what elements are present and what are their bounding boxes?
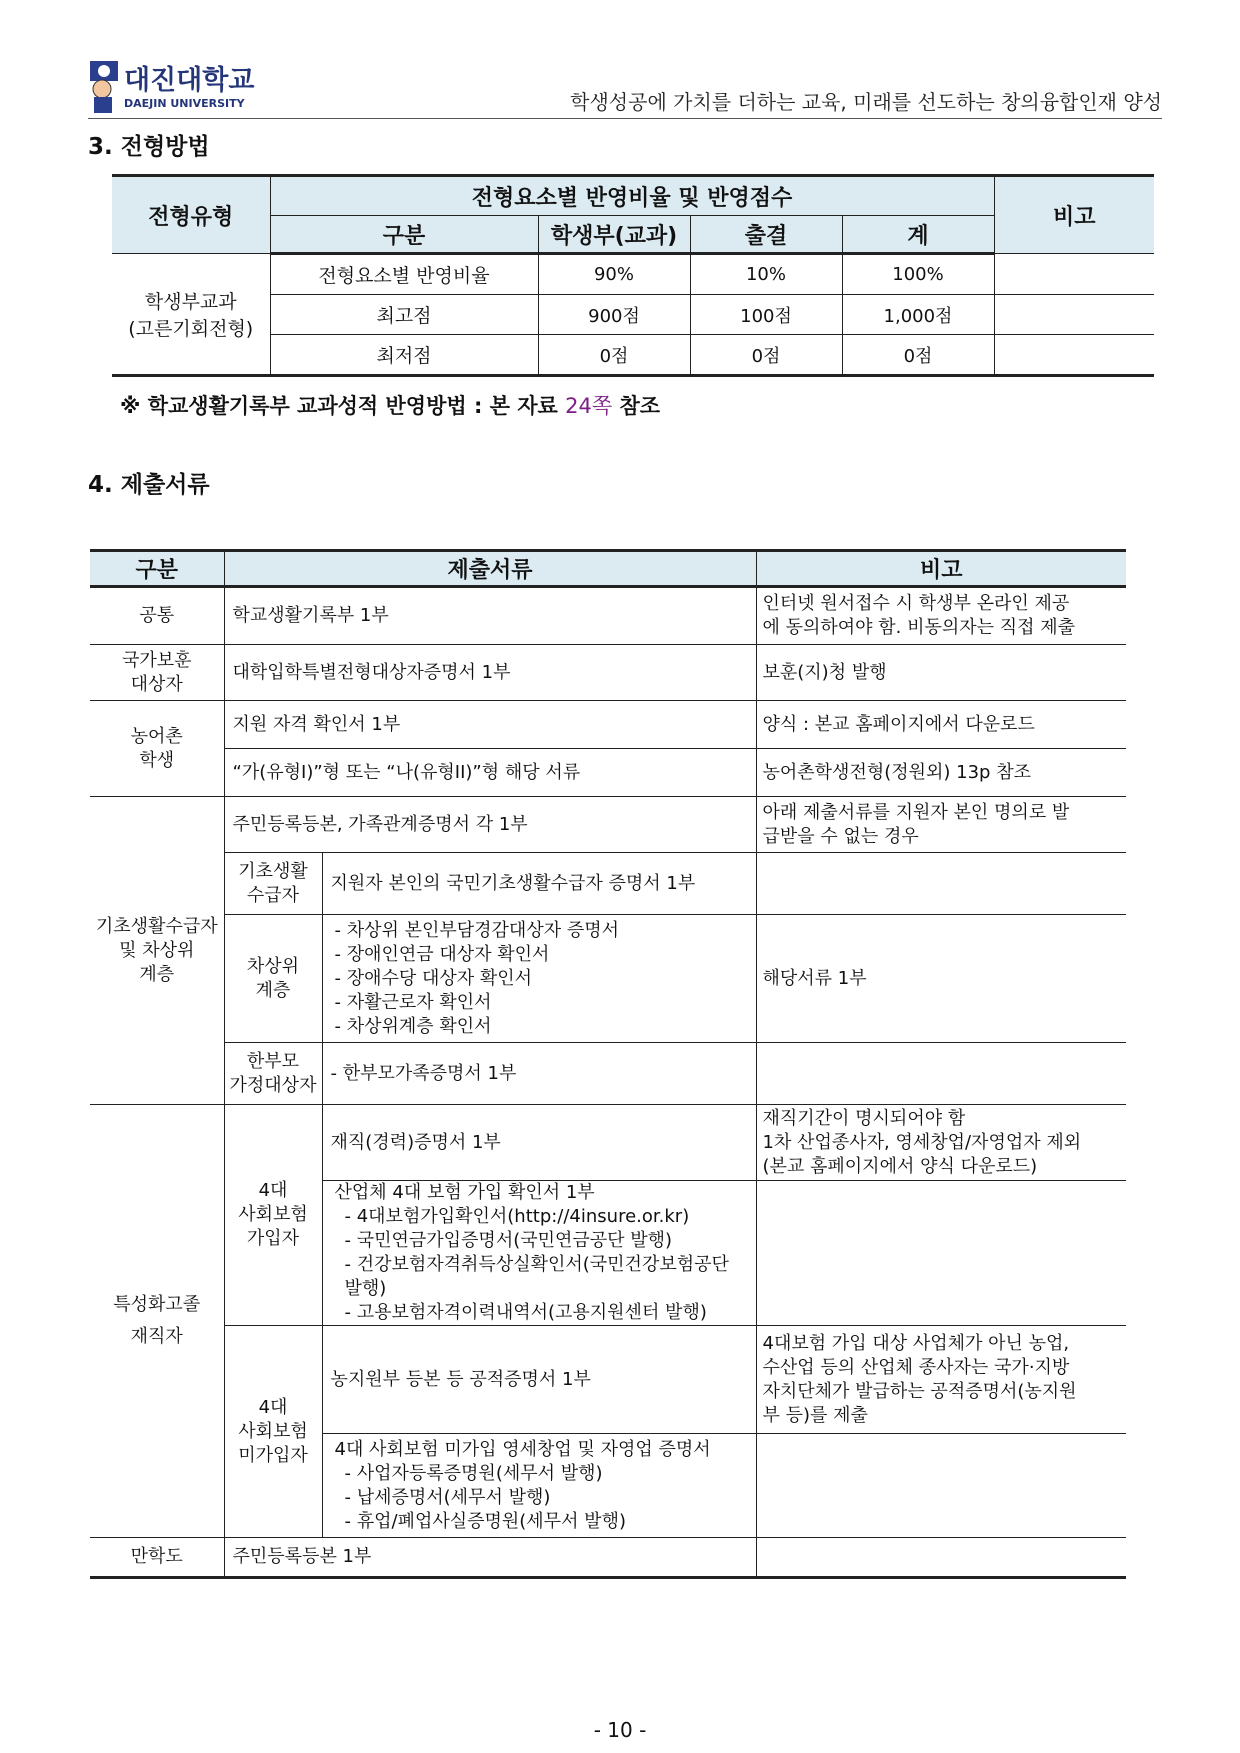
header-gubun: 구분 [90, 551, 224, 587]
note-value [994, 335, 1154, 376]
attend-value: 0점 [690, 335, 842, 376]
school-value: 90% [538, 254, 690, 295]
attend-value: 100점 [690, 295, 842, 335]
table-row: “가(유형I)”형 또는 “나(유형II)”형 해당 서류 농어촌학생전형(정원외) 13p 참조 [90, 749, 1126, 797]
svg-text:DAEJIN UNIVERSITY: DAEJIN UNIVERSITY [124, 97, 245, 110]
mascot-icon [88, 55, 288, 117]
header-attendance: 출결 [690, 216, 842, 254]
table-row: 차상위 계층 - 차상위 본인부담경감대상자 증명서 - 장애인연금 대상자 확인서 - 장애수당 대상자 확인서 - 자활근로자 확인서 - 차상위계층 확인서 해당서류 1부 [90, 915, 1126, 1043]
row-label: 전형요소별 반영비율 [270, 254, 538, 295]
documents-table [90, 549, 1126, 1579]
table-row: 국가보훈 대상자 대학입학특별전형대상자증명서 1부 보훈(지)청 발행 [90, 645, 1126, 701]
table-row: 만학도 주민등록등본 1부 [90, 1538, 1126, 1578]
attend-value: 10% [690, 254, 842, 295]
header-slogan: 학생성공에 가치를 더하는 교육, 미래를 선도하는 창의융합인재 양성 [570, 90, 1162, 114]
header-main: 전형요소별 반영비율 및 반영점수 [270, 176, 994, 216]
school-value: 900점 [538, 295, 690, 335]
header-school-record: 학생부(교과) [538, 216, 690, 254]
header-note: 비고 [994, 176, 1154, 254]
svg-text:대진대학교: 대진대학교 [124, 65, 255, 96]
table-row [112, 254, 1154, 295]
section4-title: 4. 제출서류 [88, 472, 210, 498]
table-row: 공통 학교생활기록부 1부 인터넷 원서접수 시 학생부 온라인 제공 에 동의하여야 함. 비동의자는 직접 제출 [90, 587, 1126, 645]
type-cell: 학생부교과 (고른기회전형) [112, 254, 270, 376]
total-value: 100% [842, 254, 994, 295]
total-value: 0점 [842, 335, 994, 376]
reference-note: ※ 학교생활기록부 교과성적 반영방법 : 본 자료 24쪽 참조 [120, 394, 661, 418]
school-value: 0점 [538, 335, 690, 376]
list-item: - 차상위 본인부담경감대상자 증명서 - 장애인연금 대상자 확인서 - 장애수당 대상자 확인서 - 자활근로자 확인서 - 차상위계층 확인서 [322, 915, 756, 1043]
note-value [994, 295, 1154, 335]
table-row: 기초생활수급자 및 차상위 계층 주민등록등본, 가족관계증명서 각 1부 아래 제출서류를 지원자 본인 명의로 발 급받을 수 없는 경우 [90, 797, 1126, 853]
total-value: 1,000점 [842, 295, 994, 335]
row-label: 최고점 [270, 295, 538, 335]
header-divider [88, 118, 1162, 119]
university-logo [88, 55, 288, 117]
section3-title: 3. 전형방법 [88, 134, 210, 160]
header-type: 전형유형 [112, 176, 270, 254]
header-docs: 제출서류 [224, 551, 756, 587]
table-row: 농어촌 학생 지원 자격 확인서 1부 양식 : 본교 홈페이지에서 다운로드 [90, 701, 1126, 749]
table-row: 특성화고졸 재직자 4대 사회보험 가입자 재직(경력)증명서 1부 재직기간이 명시되어야 함 1차 산업종사자, 영세창업/자영업자 제외 (본교 홈페이지에서 양식 다운로드) [90, 1105, 1126, 1181]
list-item: 4대 사회보험 미가입 영세창업 및 자영업 증명서 - 사업자등록증명원(세무서 발행) - 납세증명서(세무서 발행) - 휴업/폐업사실증명원(세무서 발행) [322, 1434, 756, 1538]
header-total: 계 [842, 216, 994, 254]
page-number: - 10 - [593, 1718, 647, 1742]
note-value [994, 254, 1154, 295]
table-row: 한부모 가정대상자 - 한부모가족증명서 1부 [90, 1043, 1126, 1105]
reference-page: 24쪽 [565, 394, 613, 418]
header-note: 비고 [756, 551, 1126, 587]
selection-method-table [112, 174, 1154, 377]
header-gubun: 구분 [270, 216, 538, 254]
list-item: 산업체 4대 보험 가입 확인서 1부 - 4대보험가입확인서(http://4insure.or.kr) - 국민연금가입증명서(국민연금공단 발행) - 건강보험자격취득상실확인서(국민건강보험공단 발행) - 고용보험자격이력내역서(고용지원센터 발행) [322, 1181, 756, 1326]
row-label: 최저점 [270, 335, 538, 376]
table-row: 기초생활 수급자 지원자 본인의 국민기초생활수급자 증명서 1부 [90, 853, 1126, 915]
table-row: 4대 사회보험 미가입자 농지원부 등본 등 공적증명서 1부 4대보험 가입 대상 사업체가 아닌 농업, 수산업 등의 산업체 종사자는 국가·지방 자치단체가 발급하는 공적증명서(농지원 부 등)를 제출 [90, 1326, 1126, 1434]
